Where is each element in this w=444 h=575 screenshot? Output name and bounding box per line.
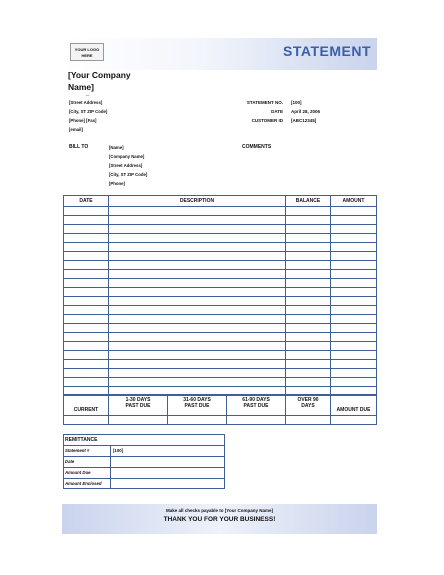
company-street: [Street Address] — [69, 100, 103, 105]
remittance-value[interactable] — [110, 468, 224, 478]
aging-amount-due: AMOUNT DUE — [336, 407, 371, 413]
remittance-row — [64, 467, 224, 478]
table-row[interactable] — [64, 242, 376, 251]
bill-to-street: [Street Address] — [109, 163, 143, 168]
footer-thanks: THANK YOU FOR YOUR BUSINESS! — [163, 516, 276, 523]
table-row[interactable] — [64, 377, 376, 386]
company-name: [Your Company Name] — [68, 70, 131, 92]
table-row[interactable] — [64, 260, 376, 269]
table-row[interactable] — [64, 215, 376, 224]
statement-table — [63, 195, 377, 395]
remittance-label: Date — [65, 459, 75, 464]
footer-note: Make all checks payable to [Your Company Name] — [166, 508, 273, 513]
remittance-row — [64, 456, 224, 467]
footer-band — [62, 504, 377, 534]
statement-no-label: STATEMENT NO. — [246, 100, 283, 105]
company-city: [City, ST ZIP Code] — [69, 109, 108, 114]
table-row[interactable] — [64, 323, 376, 332]
bill-to-phone: [Phone] — [109, 181, 125, 186]
aging-over-90: OVER 90 DAYS — [286, 396, 331, 424]
table-row[interactable] — [64, 224, 376, 233]
remittance-box — [63, 434, 225, 489]
statement-no-value: [100] — [291, 100, 302, 105]
bill-to-company: [Company Name] — [109, 154, 145, 159]
logo-placeholder: YOUR LOGO HERE — [70, 43, 104, 61]
statement-page — [62, 38, 377, 535]
page-title: STATEMENT — [283, 43, 371, 59]
remittance-title: REMITTANCE — [65, 437, 98, 443]
comments-label: COMMENTS — [242, 144, 272, 150]
company-phone: [Phone] [Fax] — [69, 118, 97, 123]
bill-to-name: [Name] — [109, 145, 124, 150]
table-row[interactable] — [64, 206, 376, 215]
table-row[interactable] — [64, 314, 376, 323]
table-row[interactable] — [64, 341, 376, 350]
aging-current: CURRENT — [64, 396, 109, 424]
aging-61-90: 61-90 DAYS PAST DUE — [227, 396, 286, 424]
col-header-amount: AMOUNT — [342, 198, 365, 204]
aging-divider — [64, 415, 376, 416]
date-label: DATE — [271, 109, 283, 114]
remittance-row — [64, 445, 224, 456]
remittance-label: Amount Due — [65, 470, 91, 475]
remittance-row — [64, 478, 224, 489]
table-row[interactable] — [64, 233, 376, 242]
aging-summary — [63, 395, 377, 425]
table-row[interactable] — [64, 278, 376, 287]
table-row[interactable] — [64, 386, 376, 395]
col-header-balance: BALANCE — [286, 196, 331, 206]
remittance-value[interactable] — [110, 457, 224, 467]
date-value: April 28, 2006 — [291, 109, 321, 114]
col-header-description: DESCRIPTION — [109, 196, 286, 206]
table-row[interactable] — [64, 368, 376, 377]
company-email: [email] — [69, 127, 83, 132]
remittance-value[interactable]: [100] — [110, 446, 224, 456]
table-row[interactable] — [64, 269, 376, 278]
aging-1-30: 1-30 DAYS PAST DUE — [109, 396, 168, 424]
table-row[interactable] — [64, 296, 376, 305]
table-row[interactable] — [64, 332, 376, 341]
bill-to-label: BILL TO — [69, 144, 89, 150]
bill-to-city: [City, ST ZIP Code] — [109, 172, 148, 177]
col-header-date: DATE — [64, 196, 109, 206]
table-row[interactable] — [64, 305, 376, 314]
table-row[interactable] — [64, 359, 376, 368]
customer-id-label: CUSTOMER ID — [251, 118, 283, 123]
remittance-label: Amount Enclosed — [65, 481, 102, 486]
aging-31-60: 31-60 DAYS PAST DUE — [168, 396, 227, 424]
table-row[interactable] — [64, 287, 376, 296]
customer-id-value: [ABC12345] — [291, 118, 317, 123]
remittance-value[interactable] — [110, 479, 224, 489]
company-tagline: ... — [86, 92, 90, 97]
remittance-label: Statement # — [65, 448, 90, 453]
header-band — [62, 38, 377, 70]
table-row[interactable] — [64, 350, 376, 359]
table-row[interactable] — [64, 251, 376, 260]
